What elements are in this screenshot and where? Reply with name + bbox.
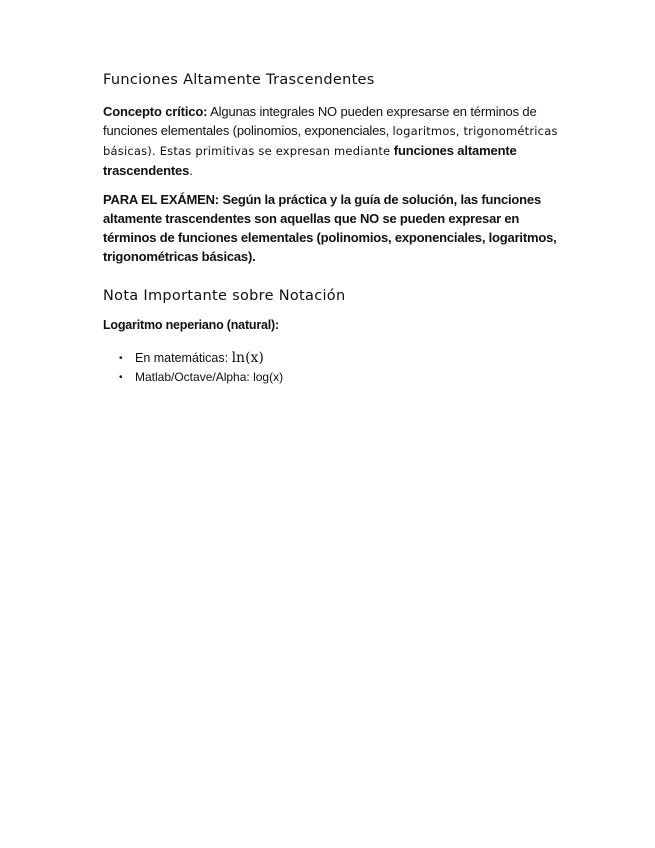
list-item-value: ln(x) (231, 350, 264, 366)
bullet-icon: • (119, 372, 123, 383)
concept-end: . (189, 163, 193, 178)
section-heading-trascendentes: Funciones Altamente Trascendentes (103, 72, 375, 88)
section-heading-notacion: Nota Importante sobre Notación (103, 288, 346, 304)
concept-text-b: logaritmos, trigonométricas básicas). Estas primitivas se expresan mediante (103, 124, 558, 158)
concept-text-a: Algunas integrales NO pueden expresarse en términos de funciones elementales (polinomios, exponenciales, (103, 104, 537, 138)
exam-paragraph: PARA EL EXÁMEN: Según la práctica y la guía de solución, las funciones altamente trascendentes son aquellas que NO se pueden expresar en términos de funciones elementales (polinomios, exponenciales, logaritmos, trigonométricas básicas). (103, 192, 557, 264)
list-item-math (119, 349, 573, 368)
document-page (103, 72, 573, 387)
list-item-label: En matemáticas: (135, 351, 232, 365)
subheading-logaritmo: Logaritmo neperiano (natural): (103, 318, 279, 332)
bullet-icon: • (119, 353, 123, 364)
concept-paragraph (103, 102, 573, 180)
concept-bold-tail: funciones altamente trascendentes (103, 143, 517, 178)
list-item-matlab (119, 368, 573, 387)
concept-bold-lead: Concepto crítico: (103, 104, 208, 119)
list-item-label: Matlab/Octave/Alpha: (135, 370, 254, 384)
notation-list (103, 349, 573, 387)
list-item-value: log(x) (253, 370, 284, 384)
